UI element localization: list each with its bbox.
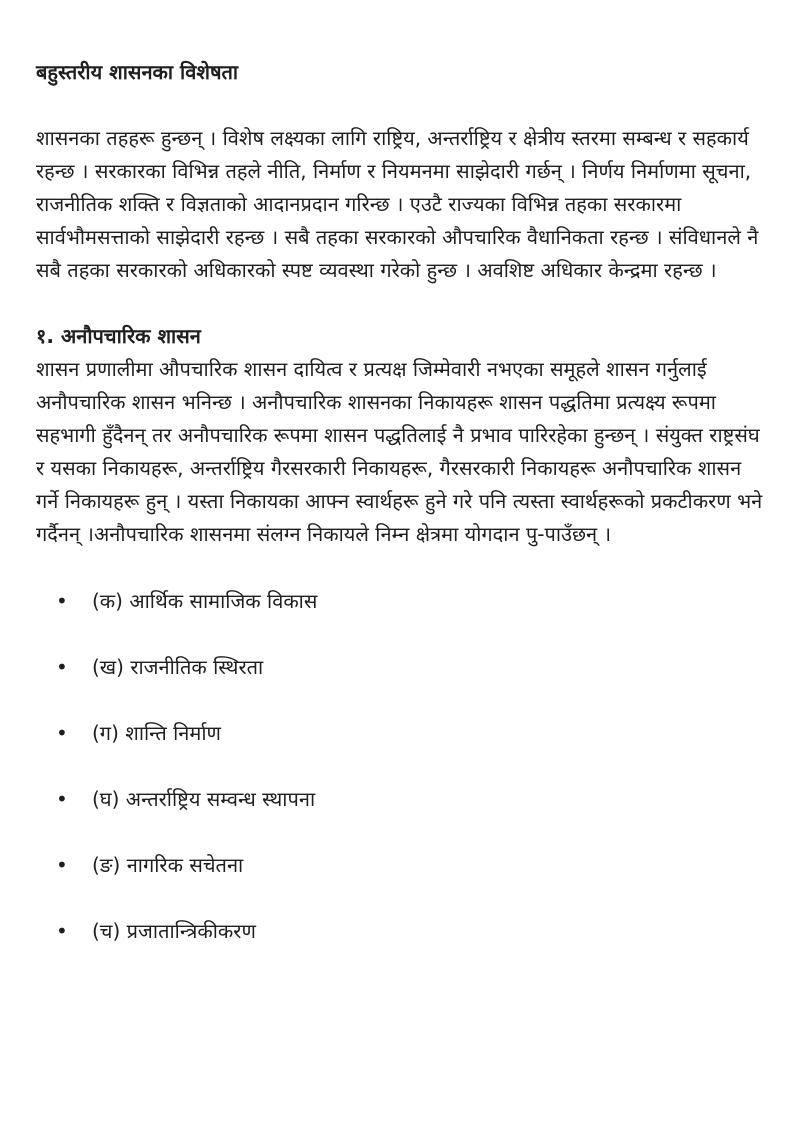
intro-paragraph: शासनका तहहरू हुन्छन् । विशेष लक्ष्यका लागि राष्ट्रिय, अन्तर्राष्ट्रिय र क्षेत्रीय स्तरमा सम्बन्ध र सहकार्य रहन्छ । सरकारका विभिन्न तहले नीति, निर्माण र नियमनमा साझेदारी गर्छन् । निर्णय निर्माणमा सूचना, राजनीतिक शक्ति र विज्ञताको आदानप्रदान गरिन्छ । एउटै राज्यका विभिन्न तहका सरकारमा सार्वभौमसत्ताको साझेदारी रहन्छ । सबै तहका सरकारको औपचारिक वैधानिकता रहन्छ । संविधानले नै सबै तहका सरकारको अधिकारको स्पष्ट व्यवस्था गरेको हुन्छ । अवशिष्ट अधिकार केन्द्रमा रहन्छ । xyxy=(36,126,759,282)
bullet-icon: • xyxy=(56,787,68,811)
bullet-icon: • xyxy=(56,853,68,877)
list-item-text: (क) आर्थिक सामाजिक विकास xyxy=(92,589,318,613)
list-item-text: (ङ) नागरिक सचेतना xyxy=(92,853,244,877)
bullet-icon: • xyxy=(56,919,68,943)
list-item-text: (घ) अन्तर्राष्ट्रिय सम्वन्ध स्थापना xyxy=(92,787,316,811)
list-item xyxy=(36,783,764,849)
bullet-list xyxy=(36,585,764,981)
list-item xyxy=(36,651,764,717)
list-item-text: (च) प्रजातान्त्रिकीकरण xyxy=(92,919,256,943)
bullet-icon: • xyxy=(56,655,68,679)
list-item xyxy=(36,849,764,915)
list-item-text: (ख) राजनीतिक स्थिरता xyxy=(92,655,264,679)
bullet-icon: • xyxy=(56,721,68,745)
section-paragraph: शासन प्रणालीमा औपचारिक शासन दायित्व र प्रत्यक्ष जिम्मेवारी नभएका समूहले शासन गर्नुलाई अनौपचारिक शासन भनिन्छ । अनौपचारिक शासनका निकायहरू शासन पद्धतिमा प्रत्यक्ष्य रूपमा सहभागी हुँदैनन् तर अनौपचारिक रूपमा शासन पद्धतिलाई नै प्रभाव पारिरहेका हुन्छन् । संयुक्त राष्ट्रसंघ र यसका निकायहरू, अन्तर्राष्ट्रिय गैरसरकारी निकायहरू, गैरसरकारी निकायहरू अनौपचारिक शासन गर्ने निकायहरू हुन् । यस्ता निकायका आफ्न स्वार्थहरू हुने गरे पनि त्यस्ता स्वार्थहरूको प्रकटीकरण भने गर्दैनन् ।अनौपचारिक शासनमा संलग्न निकायले निम्न क्षेत्रमा योगदान पु-पाउँछन् । xyxy=(36,357,763,546)
bullet-icon: • xyxy=(56,589,68,613)
list-item xyxy=(36,915,764,981)
list-item xyxy=(36,717,764,783)
page-title: बहुस्तरीय शासनका विशेषता xyxy=(36,60,239,84)
section-heading: १. अनौपचारिक शासन xyxy=(36,324,201,348)
list-item xyxy=(36,585,764,651)
list-item-text: (ग) शान्ति निर्माण xyxy=(92,721,221,745)
